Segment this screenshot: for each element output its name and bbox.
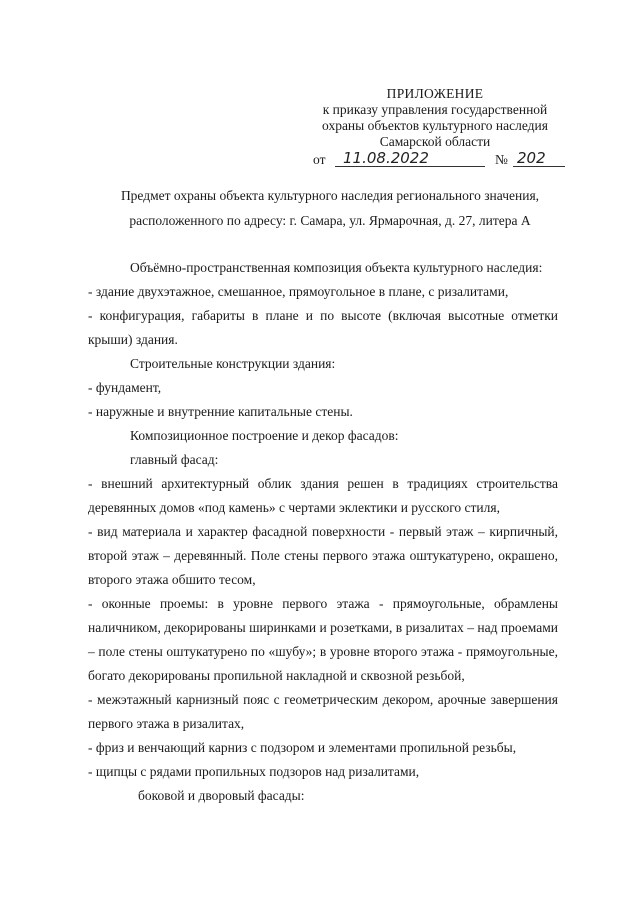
number-label: №	[495, 152, 508, 167]
list-item: - щипцы с рядами пропильных подзоров над ризалитами,	[88, 764, 420, 779]
appendix-title: ПРИЛОЖЕНИЕ	[386, 86, 484, 101]
document-body	[88, 256, 558, 808]
appendix-line: охраны объектов культурного наследия	[322, 118, 548, 133]
list-item: - оконные проемы: в уровне первого этажа - прямоугольные, обрамлены наличником, декорированы ширинками и розетками, в ризалитах – над проемами – поле стены оштукатурено по «шубу»; в уровне второго этажа - прямоугольные, богато декорированы пропильной накладной и сквозной резьбой,	[88, 596, 558, 683]
order-number: 202	[517, 149, 546, 167]
appendix-line: к приказу управления государственной	[322, 102, 548, 117]
list-item: - здание двухэтажное, смешанное, прямоугольное в плане, с ризалитами,	[88, 284, 509, 299]
heading-line: расположенного по адресу: г. Самара, ул. Ярмарочная, д. 27, литера А	[129, 213, 531, 228]
section-heading: Строительные конструкции здания:	[130, 356, 336, 371]
list-item: - фундамент,	[88, 380, 162, 395]
section-heading: Объёмно-пространственная композиция объекта культурного наследия:	[130, 260, 543, 275]
date-label: от	[313, 152, 326, 167]
order-dateline	[313, 150, 573, 170]
list-item: - наружные и внутренние капитальные стены.	[88, 404, 353, 419]
subsection-heading: боковой и дворовый фасады:	[138, 788, 305, 803]
document-heading	[60, 183, 600, 233]
list-item: - межэтажный карнизный пояс с геометрическим декором, арочные завершения первого этажа в ризалитах,	[88, 692, 558, 731]
subsection-heading: главный фасад:	[130, 452, 219, 467]
list-item: - фриз и венчающий карниз с подзором и элементами пропильной резьбы,	[88, 740, 517, 755]
section-heading: Композиционное построение и декор фасадов:	[130, 428, 399, 443]
list-item: - внешний архитектурный облик здания решен в традициях строительства деревянных домов «под камень» с чертами эклектики и русского стиля,	[88, 476, 558, 515]
appendix-block	[300, 86, 570, 150]
list-item: - конфигурация, габариты в плане и по высоте (включая высотные отметки крыши) здания.	[88, 308, 558, 347]
order-date: 11.08.2022	[343, 149, 429, 167]
heading-line: Предмет охраны объекта культурного наследия регионального значения,	[120, 188, 540, 203]
list-item: - вид материала и характер фасадной поверхности - первый этаж – кирпичный, второй этаж – деревянный. Поле стены первого этажа оштукатурено, окрашено, второго этажа обшито тесом,	[88, 524, 558, 587]
appendix-line: Самарской области	[379, 134, 491, 149]
